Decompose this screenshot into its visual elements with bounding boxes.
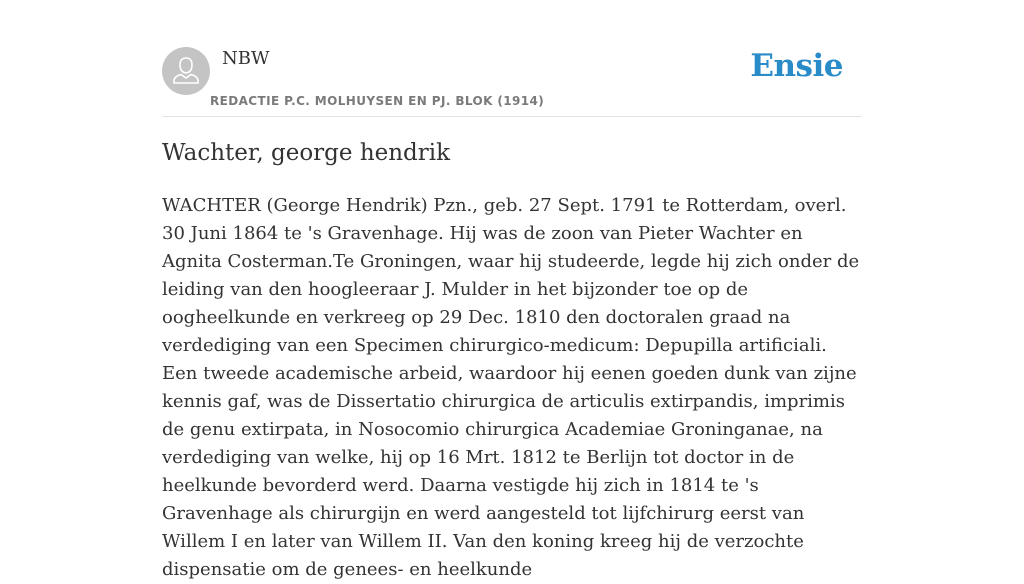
source-header — [162, 46, 862, 117]
ensie-logo[interactable]: Ensie — [750, 48, 843, 84]
source-subtitle: REDACTIE P.C. MOLHUYSEN EN PJ. BLOK (1914) — [210, 94, 545, 108]
article-body: WACHTER (George Hendrik) Pzn., geb. 27 Sept. 1791 te Rotterdam, overl. 30 Juni 1864 te 's Gravenhage. Hij was de zoon van Pieter Wachter en Agnita Costerman.Te Groningen, waar hij studeerde, legde hij zich onder de leiding van den hoogleeraar J. Mulder in het bijzonder toe op de oogheelkunde en verkreeg op 29 Dec. 1810 den doctoralen graad na verdediging van een Specimen chirurgico-medicum: Depupilla artificiali. Een tweede academische arbeid, waardoor hij eenen goeden dunk van zijne kennis gaf, was de Dissertatio chirurgica de articulis extirpandis, imprimis de genu extirpata, in Nosocomio chirurgica Academiae Groninganae, na verdediging van welke, hij op 16 Mrt. 1812 te Berlijn tot doctor in de heelkunde bevorderd werd. Daarna vestigde hij zich in 1814 te 's Gravenhage als chirurgijn en werd aangesteld tot lijfchirurg eerst van Willem I en later van Willem II. Van den koning kreeg hij de verzochte dispensatie om de genees- en heelkunde — [162, 195, 860, 580]
user-placeholder-icon — [162, 47, 210, 95]
source-name[interactable]: NBW — [222, 48, 270, 69]
article-title: Wachter, george hendrik — [162, 140, 451, 166]
